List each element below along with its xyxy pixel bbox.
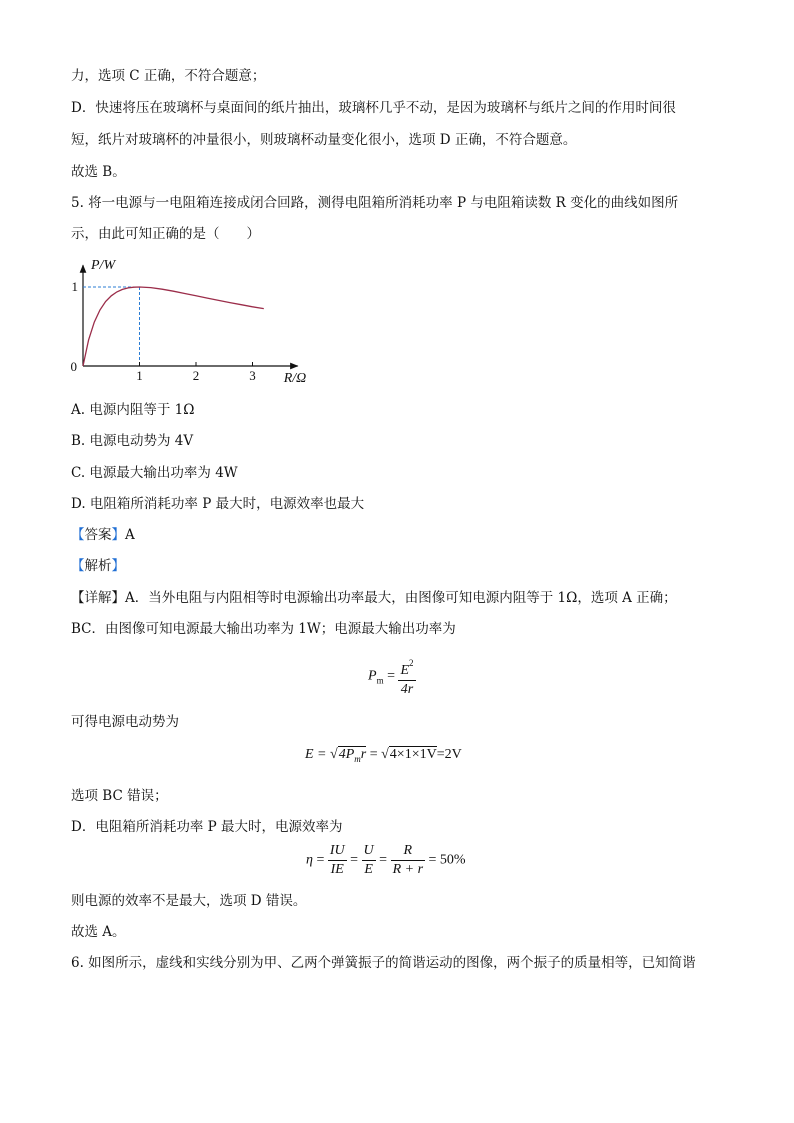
pm-sub: m [376,675,384,686]
emf-radicand-1: $4P_mr$ [338,747,367,764]
choose-line: 故选 A。 [71,924,126,940]
eta-symbol: η [306,852,313,868]
text-line-1: 力，选项 C 正确，不符合题意； [71,68,266,84]
question-5-line-1: 5. 将一电源与一电阻箱连接成闭合回路，测得电阻箱所消耗功率 P 与电阻箱读数 R 变化的曲线如图所 [71,195,679,211]
f2-den: E [364,862,373,877]
pm-num: E [400,663,410,678]
question-5-line-2: 示，由此可知正确的是（ ） [71,226,260,242]
d-wrong-line: 则电源的效率不是最大，选项 D 错误。 [71,893,307,909]
analysis-bracket-close: 】 [111,558,125,574]
d-line: D．电阻箱所消耗功率 P 最大时，电源效率为 [71,819,343,835]
analysis-line [71,557,125,575]
option-b: B. 电源电动势为 4V [71,433,194,449]
question-6-line: 6. 如图所示，虚线和实线分别为甲、乙两个弹簧振子的简谐运动的图像，两个振子的质量相等，已知简谐 [71,955,696,971]
origin-label: 0 [70,359,77,374]
bc-line: BC．由图像可知电源最大输出功率为 1W；电源最大输出功率为 [71,621,456,637]
answer-bracket-open: 【 [71,527,85,543]
f1-num: IU [328,842,347,861]
option-d: D. 电阻箱所消耗功率 P 最大时，电源效率也最大 [71,496,365,512]
power-resistance-chart [66,252,306,387]
emf-result: =2V [436,747,462,762]
x-axis-label: R/Ω [283,371,306,386]
formula-efficiency: η = $\frac{IU}{IE}$ = $\frac{U}{E}$ = $\frac{R}{R + r}$ = 50% [306,843,466,877]
text-line-4: 故选 B。 [71,164,126,180]
emf-line: 可得电源电动势为 [71,714,179,730]
y-axis-label: P/W [91,258,116,273]
f1-den: IE [330,862,344,877]
pm-lhs: P [368,668,377,684]
bc-wrong-line: 选项 BC 错误； [71,788,168,804]
detail-line [71,589,677,607]
emf-radicand-2: 4×1×1V [389,747,437,762]
emf-lhs: E = [305,747,330,762]
pm-eq: = [387,668,399,684]
emf-mid: = [366,747,382,762]
pm-den: 4r [400,682,414,697]
f3-num: R [391,842,425,861]
answer-label: 答案 [84,527,112,543]
option-c: C. 电源最大输出功率为 4W [71,465,238,481]
option-a: A. 电源内阻等于 1Ω [71,402,195,418]
detail-text: A．当外电阻与内阻相等时电源输出功率最大，由图像可知电源内阻等于 1Ω，选项 A 正确； [125,590,677,606]
text-line-2: D．快速将压在玻璃杯与桌面间的纸片抽出，玻璃杯几乎不动，是因为玻璃杯与纸片之间的作用时间很 [71,100,676,116]
f2-num: U [362,842,376,861]
power-curve [83,287,264,366]
detail-bracket-close: 】 [111,590,125,606]
detail-bracket-open: 【 [71,590,85,606]
analysis-label: 解析 [84,558,112,574]
x-tick-label-3: 3 [249,368,256,383]
answer-value: A [125,527,135,543]
formula-pm [368,654,416,699]
pm-fraction [398,654,415,699]
y-tick-label-1: 1 [71,279,78,294]
answer-bracket-close: 】 [111,527,125,543]
text-line-3: 短，纸片对玻璃杯的冲量很小，则玻璃杯动量变化很小，选项 D 正确，不符合题意。 [71,132,577,148]
pm-num-sup: 2 [409,658,414,668]
x-tick-label-2: 2 [192,368,200,383]
answer-line [71,526,135,544]
x-tick-label-1: 1 [136,368,143,383]
f3-den: R + r [392,862,424,877]
detail-label: 详解 [84,590,112,606]
analysis-bracket-open: 【 [71,558,85,574]
formula-emf: $E = √4P_mr = √4\times 1\times 1V=2V$ [305,747,462,764]
efficiency-result: = 50% [428,852,466,868]
